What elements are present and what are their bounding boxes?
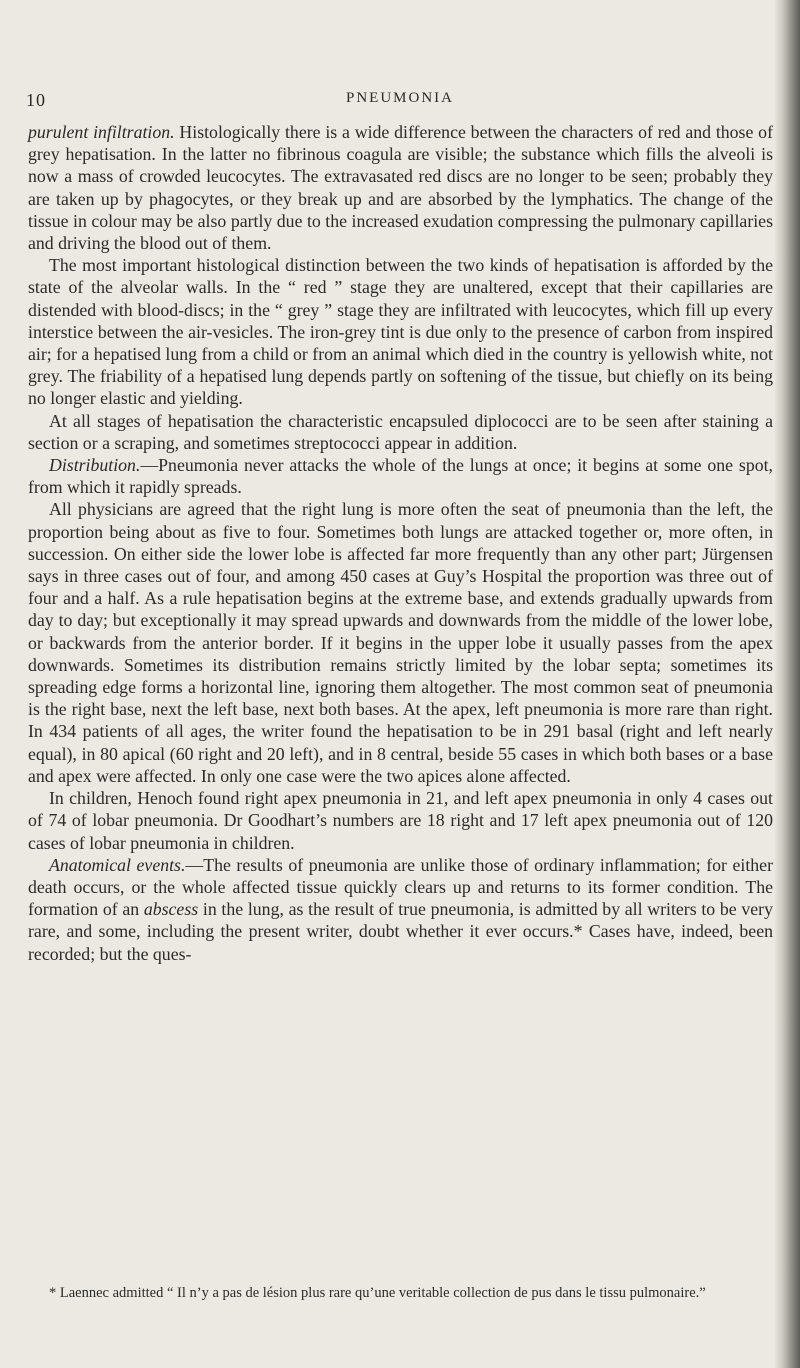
italic-term-abscess: abscess <box>143 899 199 920</box>
paragraph-text: Histologically there is a wide difference between the characters of red and those of grey hepatisation. In the latter no fibrinous coagula are visible; the substance which fills the alveoli is now a mass of crowded leucocytes. The extravasated red discs are no longer to be seen; probably they are taken up by phagocytes, or they break up and are absorbed by the lymphatics. The change of the tissue in colour may be also partly due to the increased exudation compressing the pulmonary capillaries and driving the blood out of them. <box>28 122 773 254</box>
paragraph-text: —Pneumonia never attacks the whole of the lungs at once; it begins at some one spot, from which it rapidly spreads. <box>28 455 773 498</box>
paragraph-alveolar-walls <box>28 254 773 409</box>
paragraph-anatomical-events <box>28 854 773 965</box>
footnote: * Laennec admitted “ Il n’y a pas de lésion plus rare qu’une veritable collection de pus dans le tissu pulmonaire.” <box>49 1285 706 1301</box>
paragraph-text: —The results of pneumonia are unlike those of ordinary inflammation; for either death occurs, or the whole affected tissue quickly clears up and returns to its former condition. The formation of an <box>28 854 773 920</box>
page-number: 10 <box>26 90 46 110</box>
paragraph-text: In children, Henoch found right apex pneumonia in 21, and left apex pneumonia in only 4 cases out of 74 of lobar pneumonia. Dr Goodhart’s numbers are 18 right and 17 left apex pneumonia out of 120 cases of lobar pneumonia in children. <box>28 788 773 853</box>
paragraph-text: At all stages of hepatisation the characteristic encapsuled diplococci are to be seen after staining a section or a scraping, and sometimes streptococci appear in addition. <box>28 410 773 453</box>
paragraph-children <box>28 787 773 854</box>
italic-term: purulent infiltration. <box>28 122 175 142</box>
running-head: PNEUMONIA <box>346 90 454 106</box>
section-heading-anatomical-events: Anatomical events. <box>49 854 186 875</box>
section-heading-distribution: Distribution. <box>49 455 141 476</box>
page-edge-shadow <box>774 0 800 1368</box>
paragraph-text: The most important histological distinction between the two kinds of hepatisation is afforded by the state of the alveolar walls. In the “ red ” stage they are unaltered, except that their capillaries are distended with blood-discs; in the “ grey ” stage they are infiltrated with leucocytes, which fill up every interstice between the air-vesicles. The iron-grey tint is due only to the presence of carbon from inspired air; for a hepatised lung from a child or from an animal which died in the country is yellowish white, not grey. The friability of a hepatised lung depends partly on softening of the tissue, but chiefly on its being no longer elastic and yielding. <box>28 255 773 409</box>
paragraph-diplococci <box>28 410 773 454</box>
paragraph-right-lung-statistics <box>28 498 773 787</box>
paragraph-text: in the lung, as the result of true pneumonia, is admitted by all writers to be very rare, and some, including the present writer, doubt whether it ever occurs.* Cases have, indeed, been recorded; but the ques- <box>28 899 773 964</box>
paragraph-distribution <box>28 454 773 498</box>
paragraph-red-grey-hepatisation <box>28 121 773 254</box>
body-text <box>28 121 773 965</box>
paragraph-text: All physicians are agreed that the right lung is more often the seat of pneumonia than the left, the proportion being about as five to four. Sometimes both lungs are attacked together or, more often, in succession. On either side the lower lobe is affected far more frequently than any other part; Jürgensen says in three cases out of four, and among 450 cases at Guy’s Hospital the proportion was three out of four and a half. As a rule hepatisation begins at the extreme base, and extends gradually upwards from day to day; but exceptionally it may spread upwards and downwards from the middle of the lower lobe, or backwards from the anterior border. If it begins in the upper lobe it usually passes from the apex downwards. Sometimes its distribution remains strictly limited by the lobar septa; sometimes its spreading edge forms a horizontal line, ignoring them altogether. The most common seat of pneumonia is the right base, next the left base, next both bases. At the apex, left pneumonia is more rare than right. In 434 patients of all ages, the writer found the hepatisation to be in 291 basal (right and left nearly equal), in 80 apical (60 right and 20 left), and in 8 central, beside 55 cases in which both bases or a base and apex were affected. In only one case were the two apices alone affected. <box>28 499 773 786</box>
